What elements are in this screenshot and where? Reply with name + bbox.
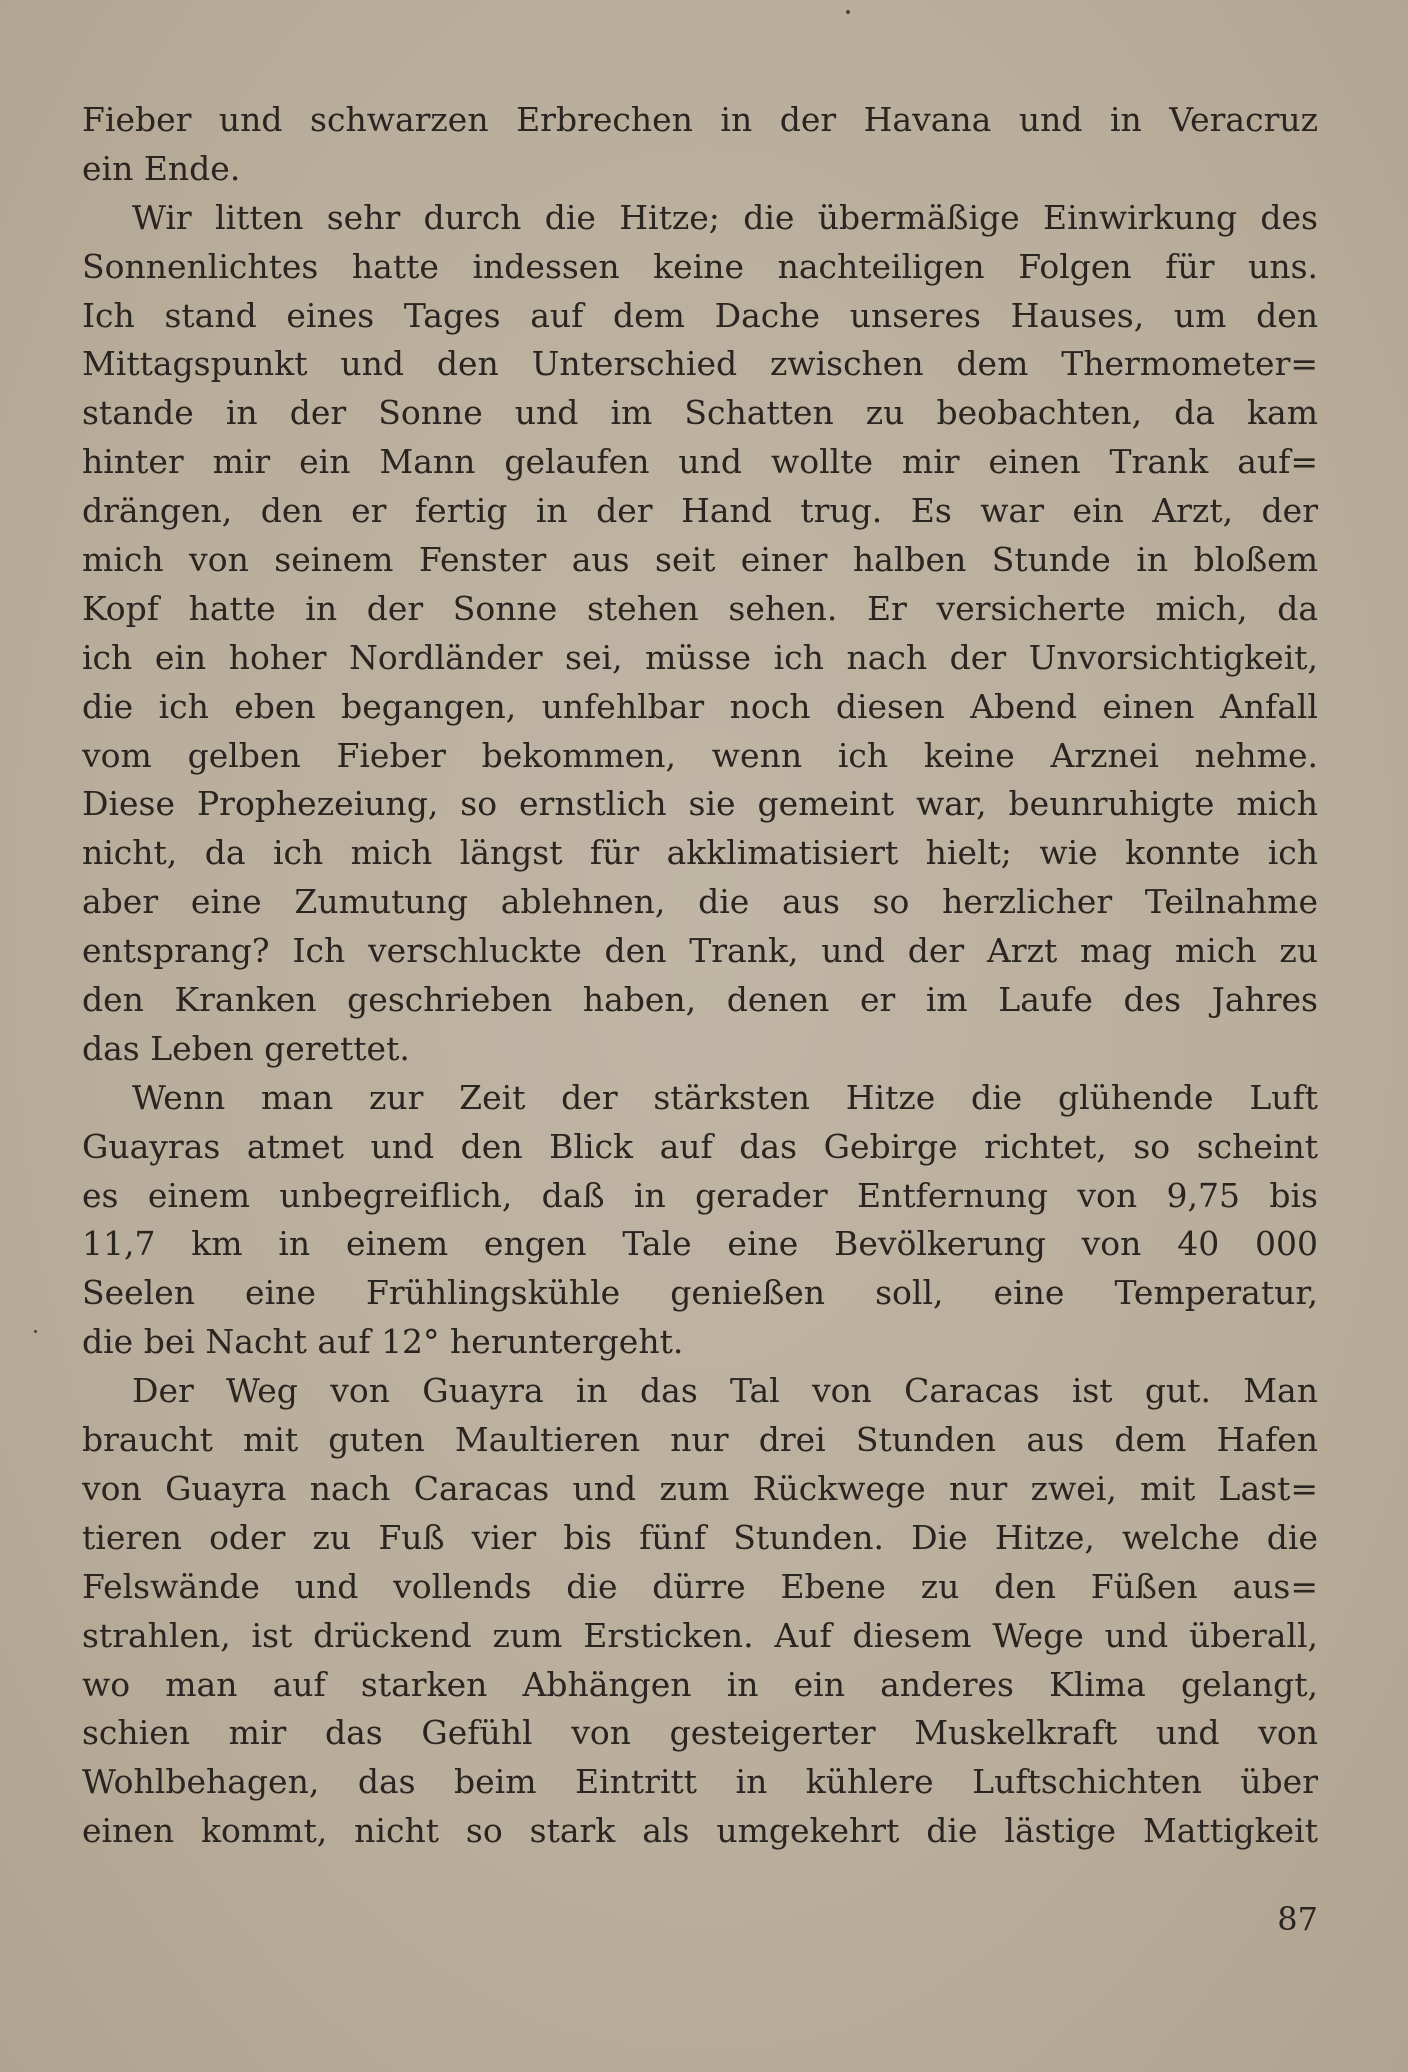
text-line: 11,7 km in einem engen Tale eine Bevölkerung von 40 000 [82,1224,1318,1264]
body-text [82,96,1318,1856]
text-line: ich ein hoher Nordländer sei, müsse ich nach der Unvorsichtigkeit, [82,637,1318,677]
text-line: Der Weg von Guayra in das Tal von Caracas ist gut. Man [132,1371,1318,1411]
text-line: die bei Nacht auf 12° heruntergeht. [82,1322,684,1362]
text-line: mich von seinem Fenster aus seit einer halben Stunde in bloßem [82,540,1318,580]
text-line: das Leben gerettet. [82,1028,410,1068]
text-line: vom gelben Fieber bekommen, wenn ich keine Arznei nehme. [82,735,1318,775]
paper-speck [34,1330,37,1333]
text-line: Wenn man zur Zeit der stärksten Hitze die glühende Luft [132,1077,1318,1117]
text-line: aber eine Zumutung ablehnen, die aus so herzlicher Teilnahme [82,882,1318,922]
text-line: Wir litten sehr durch die Hitze; die übermäßige Einwirkung des [132,197,1318,237]
text-line: stande in der Sonne und im Schatten zu beobachten, da kam [82,393,1318,433]
page-number: 87 [1277,1900,1318,1938]
text-line: es einem unbegreiflich, daß in gerader Entfernung von 9,75 bis [82,1175,1318,1215]
text-line: drängen, den er fertig in der Hand trug. Es war ein Arzt, der [82,491,1318,531]
text-line: nicht, da ich mich längst für akklimatisiert hielt; wie konnte ich [82,833,1318,873]
text-line: von Guayra nach Caracas und zum Rückwege nur zwei, mit Last= [82,1468,1318,1508]
text-line: strahlen, ist drückend zum Ersticken. Auf diesem Wege und überall, [82,1615,1318,1655]
text-line: Fieber und schwarzen Erbrechen in der Havana und in Veracruz [82,100,1318,139]
paper-speck [846,10,850,14]
text-line: Seelen eine Frühlingskühle genießen soll, eine Temperatur, [82,1273,1318,1313]
text-line: einen kommt, nicht so stark als umgekehrt die lästige Mattigkeit [82,1811,1318,1851]
text-line: Wohlbehagen, das beim Eintritt in kühlere Luftschichten über [82,1762,1318,1802]
text-line: Sonnenlichtes hatte indessen keine nachteiligen Folgen für uns. [82,246,1318,286]
text-line: entsprang? Ich verschluckte den Trank, und der Arzt mag mich zu [82,931,1318,971]
text-line: den Kranken geschrieben haben, denen er im Laufe des Jahres [82,980,1318,1020]
text-line: Felswände und vollends die dürre Ebene zu den Füßen aus= [82,1566,1318,1606]
text-line: wo man auf starken Abhängen in ein anderes Klima gelangt, [82,1664,1318,1704]
text-line: braucht mit guten Maultieren nur drei Stunden aus dem Hafen [82,1420,1318,1460]
text-line: hinter mir ein Mann gelaufen und wollte mir einen Trank auf= [82,442,1318,482]
text-line: ein Ende. [82,148,241,188]
text-line: Mittagspunkt und den Unterschied zwischen dem Thermometer= [82,344,1318,384]
text-line: schien mir das Gefühl von gesteigerter Muskelkraft und von [82,1713,1318,1753]
text-line: tieren oder zu Fuß vier bis fünf Stunden. Die Hitze, welche die [82,1517,1318,1557]
text-line: Guayras atmet und den Blick auf das Gebirge richtet, so scheint [82,1126,1318,1166]
text-line: Kopf hatte in der Sonne stehen sehen. Er versicherte mich, da [82,588,1318,628]
text-line: Ich stand eines Tages auf dem Dache unseres Hauses, um den [82,295,1318,335]
text-line: Diese Prophezeiung, so ernstlich sie gemeint war, beunruhigte mich [82,784,1318,824]
text-line: die ich eben begangen, unfehlbar noch diesen Abend einen Anfall [82,686,1318,726]
